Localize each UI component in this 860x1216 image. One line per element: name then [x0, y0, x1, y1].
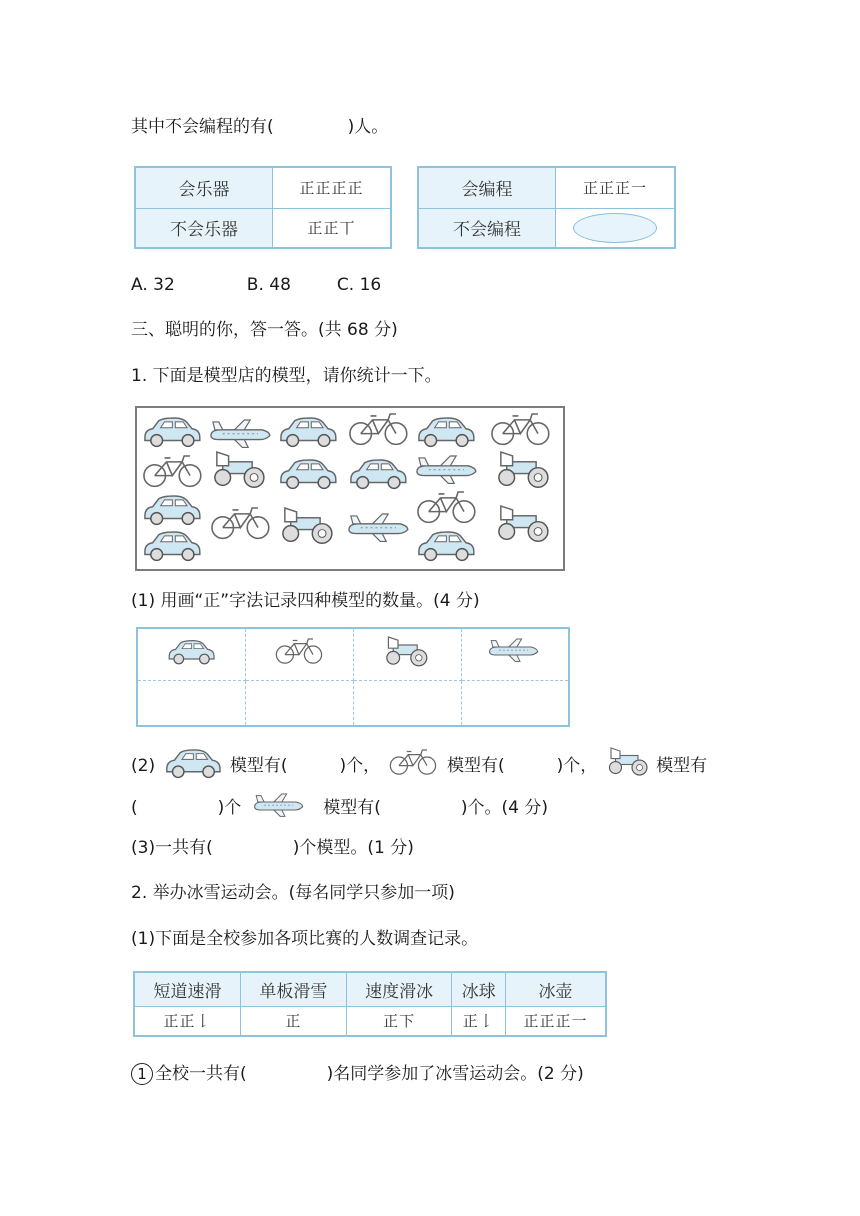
airplane-icon: [255, 794, 303, 816]
q2-title: 2. 举办冰雪运动会。(每名同学只参加一项): [131, 883, 455, 903]
question-text-a: 其中不会编程的有(: [131, 117, 274, 137]
q1-end: )个。(4 分): [460, 798, 549, 818]
car-icon: [281, 418, 336, 446]
circled-number: 1: [131, 1063, 153, 1085]
q1-tractor-text: 模型有: [656, 756, 708, 776]
winter-sports-table: [133, 971, 607, 1037]
car-icon: [145, 418, 200, 446]
car-icon: [419, 532, 474, 560]
car-icon: [169, 640, 214, 663]
sport-tally: 正: [241, 1006, 347, 1036]
bicycle-icon: [350, 414, 407, 444]
q2-question1: [131, 1063, 584, 1085]
tractor-icon: [380, 635, 434, 674]
car-icon: [164, 637, 218, 672]
q1-sub3-a: (3)一共有(: [131, 838, 213, 858]
sport-tally: 正正𠄌: [134, 1006, 241, 1036]
header-bicycle: [245, 628, 353, 680]
airplane-icon: [211, 420, 270, 447]
tally-cell-car[interactable]: [137, 680, 245, 726]
q1-car-text: 模型有(: [229, 756, 288, 776]
option-c[interactable]: C. 16: [336, 275, 382, 295]
q1-plane-text: 模型有(: [323, 798, 381, 818]
option-a[interactable]: A. 32: [131, 275, 175, 295]
music-row2-label: 不会乐器: [135, 208, 273, 248]
sport-tally: 正正正一: [506, 1006, 606, 1036]
answer-options: [131, 274, 381, 296]
car-icon: [145, 496, 200, 524]
q1-bike-text: 模型有(: [447, 756, 505, 776]
bicycle-icon: [212, 508, 269, 538]
car-icon: [161, 746, 225, 786]
sport-tally: 正下: [346, 1006, 452, 1036]
sport-header: 冰球: [452, 972, 506, 1006]
bicycle-icon: [386, 748, 442, 784]
tractor-icon: [387, 637, 427, 666]
question-not-coding: [131, 116, 388, 138]
sport-header: 速度滑冰: [346, 972, 452, 1006]
bicycle-icon: [276, 639, 321, 663]
airplane-icon: [489, 639, 537, 661]
q2-text-a: 全校一共有(: [155, 1064, 247, 1084]
music-row1-tally: 正正正正: [273, 167, 392, 208]
section-3-title: 三、聪明的你，答一答。(共 68 分): [131, 320, 398, 340]
q1-close2: )个，: [556, 756, 598, 776]
tally-cell-airplane[interactable]: [461, 680, 569, 726]
sport-header: 短道速滑: [134, 972, 241, 1006]
header-airplane: [461, 628, 569, 680]
header-tractor: [353, 628, 461, 680]
music-row1-label: 会乐器: [135, 167, 273, 208]
q1-sub2-line1: [131, 746, 707, 786]
car-icon: [351, 460, 406, 488]
q1-sub3-b: )个模型。(1 分): [292, 838, 414, 858]
tractor-icon: [603, 746, 651, 786]
q1-close1: )个，: [339, 756, 381, 776]
q1-sub2-prefix: (2): [131, 756, 156, 776]
coding-row2-label: 不会编程: [418, 208, 556, 248]
airplane-icon: [251, 792, 309, 824]
q1-title: 1. 下面是模型店的模型，请你统计一下。: [131, 366, 442, 386]
bicycle-icon: [390, 750, 435, 774]
bicycle-icon: [418, 492, 475, 522]
music-row2-tally: 正正丅: [273, 208, 392, 248]
tractor-icon: [215, 452, 264, 487]
airplane-icon: [417, 456, 476, 483]
tractor-icon: [283, 508, 332, 543]
q1-open: (: [131, 798, 138, 818]
option-b[interactable]: B. 48: [246, 275, 291, 295]
blank-oval: [573, 213, 657, 243]
tractor-icon: [499, 452, 548, 487]
models-picture: [135, 406, 565, 571]
sport-header: 单板滑雪: [241, 972, 347, 1006]
tractor-icon: [499, 506, 548, 541]
q2-text-b: )名同学参加了冰雪运动会。(2 分): [326, 1064, 584, 1084]
q1-close3: )个: [217, 798, 242, 818]
car-icon: [419, 418, 474, 446]
car-icon: [145, 532, 200, 560]
car-icon: [166, 750, 219, 778]
music-tally-table: [134, 166, 392, 249]
tally-cell-tractor[interactable]: [353, 680, 461, 726]
coding-row1-label: 会编程: [418, 167, 556, 208]
coding-tally-table: [417, 166, 676, 249]
q1-sub1: (1) 用画“正”字法记录四种模型的数量。(4 分): [131, 591, 480, 611]
bicycle-icon: [144, 456, 201, 486]
sport-tally: 正𠄌: [452, 1006, 506, 1036]
q2-sub1: (1)下面是全校参加各项比赛的人数调查记录。: [131, 929, 479, 949]
question-text-b: )人。: [347, 117, 389, 137]
bicycle-icon: [492, 414, 549, 444]
tally-cell-bicycle[interactable]: [245, 680, 353, 726]
car-icon: [281, 460, 336, 488]
coding-row2-blank: [556, 208, 676, 248]
model-tally-table: [136, 627, 570, 727]
bicycle-icon: [272, 637, 326, 672]
q1-sub3: [131, 837, 414, 859]
sport-header: 冰壶: [506, 972, 606, 1006]
airplane-icon: [486, 637, 544, 672]
q1-sub2-line2: [131, 792, 548, 824]
header-car: [137, 628, 245, 680]
airplane-icon: [349, 514, 408, 541]
coding-row1-tally: 正正正一: [556, 167, 676, 208]
tractor-icon: [609, 748, 647, 775]
